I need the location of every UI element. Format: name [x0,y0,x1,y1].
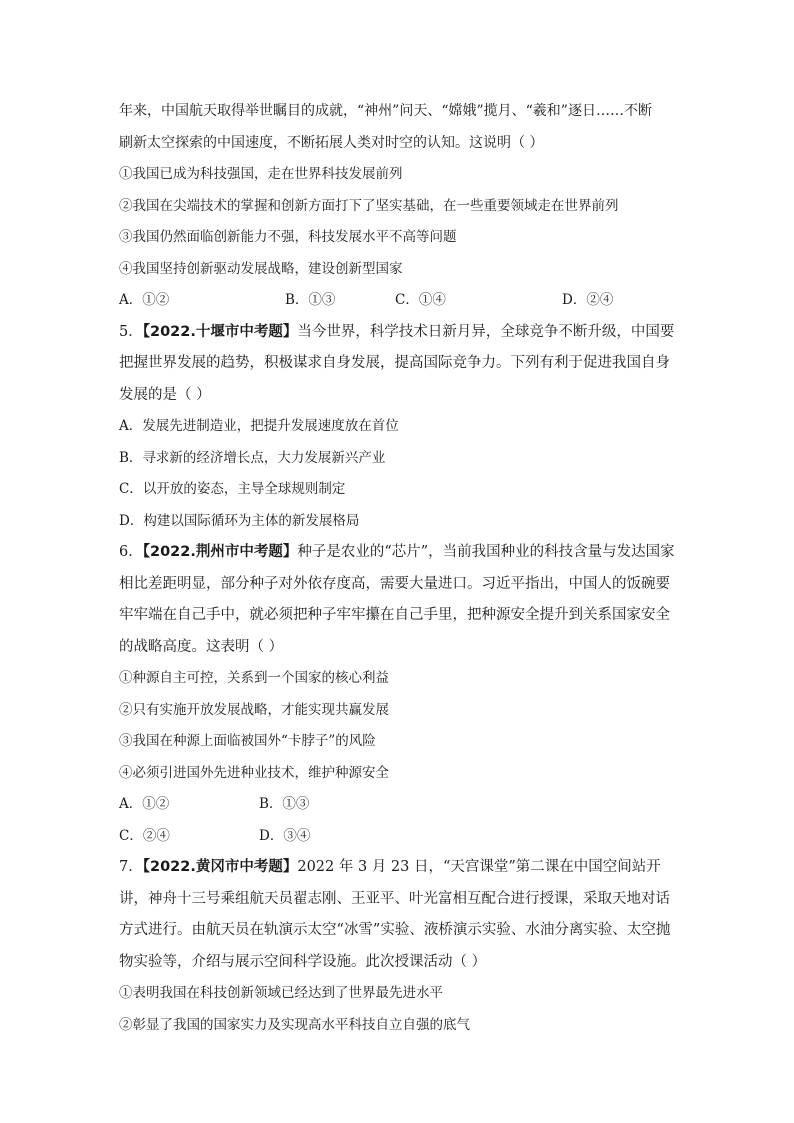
q6-source: 【2022.荆州市中考题】 [142,544,298,560]
q5-stem [119,317,679,412]
q5-stem-text: 当今世界，科学技术日新月异，全球竞争不断升级，中国要把握世界发展的趋势，积极谋求自身发展，提高国际竞争力。下列有利于促进我国自身发展的是（ ） [119,323,675,403]
q4-statement-3: ③我国仍然面临创新能力不强，科技发展水平不高等问题 [119,229,457,245]
q4-stem-line-2: 刷新太空探索的中国速度，不断拓展人类对时空的认知。这说明（ ） [119,134,544,151]
q4-option-a[interactable]: A．①② [119,292,170,308]
q6-stem-text: 种子是农业的“芯片”，当前我国种业的科技含量与发达国家相比差距明显，部分种子对外依存度高，需要大量进口。习近平指出，中国人的饭碗要牢牢端在自己手中，就必须把种子牢牢攥在自己手里，把种源安全提升到关系国家安全的战略高度。这表明（ ） [119,544,675,655]
q6-options-row-2 [119,821,679,853]
q4-stem-line-1: 年来，中国航天取得举世瞩目的成就，“神州”问天、“嫦娥”揽月、“羲和”逐日……不断 [119,103,652,119]
q4-option-b[interactable]: B．①③ [285,292,336,308]
q6-statement-1: ①种源自主可控，关系到一个国家的核心利益 [119,670,389,686]
q7-statement-1: ①表明我国在科技创新领域已经达到了世界最先进水平 [119,985,443,1001]
q5-option-a[interactable]: A．发展先进制造业，把提升发展速度放在首位 [119,418,399,434]
q7-stem [119,852,679,978]
q4-statement-1: ①我国已成为科技强国，走在世界科技发展前列 [119,166,403,182]
q4-options [119,285,679,317]
q6-options-row-1 [119,789,679,821]
q5-number: 5． [119,323,143,340]
q7-stem-text: 2022 年 3 月 23 日，“天宫课堂”第二课在中国空间站开讲，神舟十三号乘组航天员翟志刚、王亚平、叶光富相互配合进行授课，采取天地对话方式进行。由航天员在轨演示太空“冰雪”实验、液桥演示实验、水油分离实验、太空抛物实验等，介绍与展示空间科学设施。此次授课活动（ ） [119,859,671,970]
q6-option-b[interactable]: B．①③ [259,796,310,812]
q4-statement-4: ④我国坚持创新驱动发展战略，建设创新型国家 [119,260,403,277]
q6-statement-4: ④必须引进国外先进种业技术，维护种源安全 [119,764,389,781]
q5-option-d[interactable]: D．构建以国际循环为主体的新发展格局 [119,512,360,529]
q7-number: 7． [119,859,143,875]
q7-source: 【2022.黄冈市中考题】 [142,859,298,875]
q4-option-c[interactable]: C．①④ [395,292,446,308]
q7-statement-2: ②彰显了我国的国家实力及实现高水平科技自立自强的底气 [119,1016,470,1033]
exam-page [119,96,679,1041]
q5-option-c[interactable]: C．以开放的姿态，主导全球规则制定 [119,481,346,497]
q5-source: 【2022.十堰市中考题】 [142,323,298,340]
q6-number: 6． [119,544,143,560]
q6-option-c[interactable]: C．②④ [119,827,170,844]
q6-stem [119,537,679,663]
q4-statement-2: ②我国在尖端技术的掌握和创新方面打下了坚实基础，在一些重要领域走在世界前列 [119,197,619,214]
q4-option-d[interactable]: D．②④ [562,292,614,308]
q6-option-d[interactable]: D．③④ [259,827,311,844]
q6-statement-2: ②只有实施开放发展战略，才能实现共赢发展 [119,701,389,718]
q6-statement-3: ③我国在种源上面临被国外“卡脖子”的风险 [119,733,376,749]
q6-option-a[interactable]: A．①② [119,796,170,812]
q5-option-b[interactable]: B．寻求新的经济增长点，大力发展新兴产业 [119,449,386,466]
